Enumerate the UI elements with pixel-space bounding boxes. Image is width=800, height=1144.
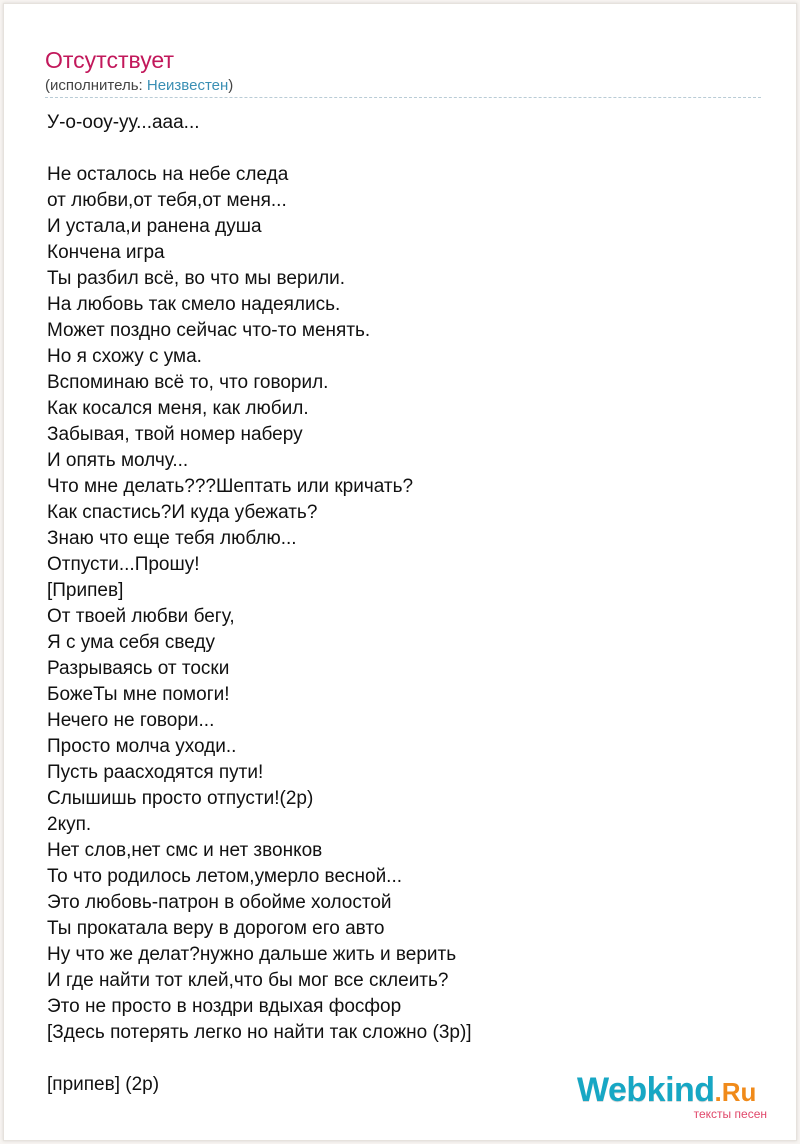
lyric-line: БожеТы мне помоги! [47,684,230,705]
lyric-line: Я с ума себя сведу [47,632,215,653]
lyric-line: То что родилось летом,умерло весной... [47,866,403,887]
artist-prefix: (исполнитель: [45,77,147,94]
lyric-line: Слышишь просто отпусти!(2р) [47,788,314,809]
lyric-line: И устала,и ранена душа [47,216,262,237]
lyric-line: Нет слов,нет смс и нет звонков [47,840,323,861]
logo-wordmark [577,1071,756,1110]
lyric-line: Отпусти...Прошу! [47,554,200,575]
lyrics-body [47,110,767,1098]
lyric-line: [Припев] [47,580,124,601]
lyric-line: Нечего не говори... [47,710,215,731]
lyric-line: От твоей любви бегу, [47,606,235,627]
lyric-line: [Здесь потерять легко но найти так сложно (3р)] [47,1022,472,1043]
lyric-line: 2куп. [47,814,92,835]
artist-suffix: ) [228,77,234,94]
lyric-line: У-о-ооу-уу...ааа... [47,112,200,133]
lyric-line: Это любовь-патрон в обойме холостой [47,892,392,913]
lyric-line: Забывая, твой номер наберу [47,424,303,445]
lyric-line: Кончена игра [47,242,165,263]
lyric-line: Знаю что еще тебя люблю... [47,528,297,549]
lyric-line: Это не просто в ноздри вдыхая фосфор [47,996,402,1017]
lyric-line: от любви,от тебя,от меня... [47,190,287,211]
webkind-logo[interactable] [577,1071,767,1121]
lyric-blank-line [47,1046,767,1072]
artist-line [45,77,233,95]
artist-link[interactable]: Неизвестен [146,77,229,94]
logo-tld: .Ru [714,1077,757,1107]
lyric-line: Просто молча уходи.. [47,736,237,757]
lyric-line: И опять молчу... [47,450,189,471]
lyric-line: Что мне делать???Шептать или кричать? [47,476,414,497]
lyric-line: Как спастись?И куда убежать? [47,502,318,523]
lyric-line: На любовь так смело надеялись. [47,294,341,315]
song-title: Отсутствует [45,47,174,73]
logo-tagline: тексты песен [693,1107,767,1121]
dashed-divider [45,97,761,98]
lyrics-card [3,3,797,1141]
lyric-line: Ты разбил всё, во что мы верили. [47,268,346,289]
lyric-line: Не осталось на небе следа [47,164,289,185]
lyric-line: Разрываясь от тоски [47,658,230,679]
lyric-line: Может поздно сейчас что-то менять. [47,320,371,341]
lyric-line: Пусть раасходятся пути! [47,762,264,783]
lyric-line: Ты прокатала веру в дорогом его авто [47,918,385,939]
lyric-line: Ну что же делат?нужно дальше жить и верить [47,944,457,965]
lyric-line: И где найти тот клей,что бы мог все склеить? [47,970,449,991]
lyric-line: Как косался меня, как любил. [47,398,309,419]
lyric-line: [припев] (2р) [47,1074,160,1095]
lyric-line: Но я схожу с ума. [47,346,202,367]
lyric-line: Вспоминаю всё то, что говорил. [47,372,329,393]
logo-word: Webkind [577,1071,715,1109]
lyric-blank-line [47,136,767,162]
